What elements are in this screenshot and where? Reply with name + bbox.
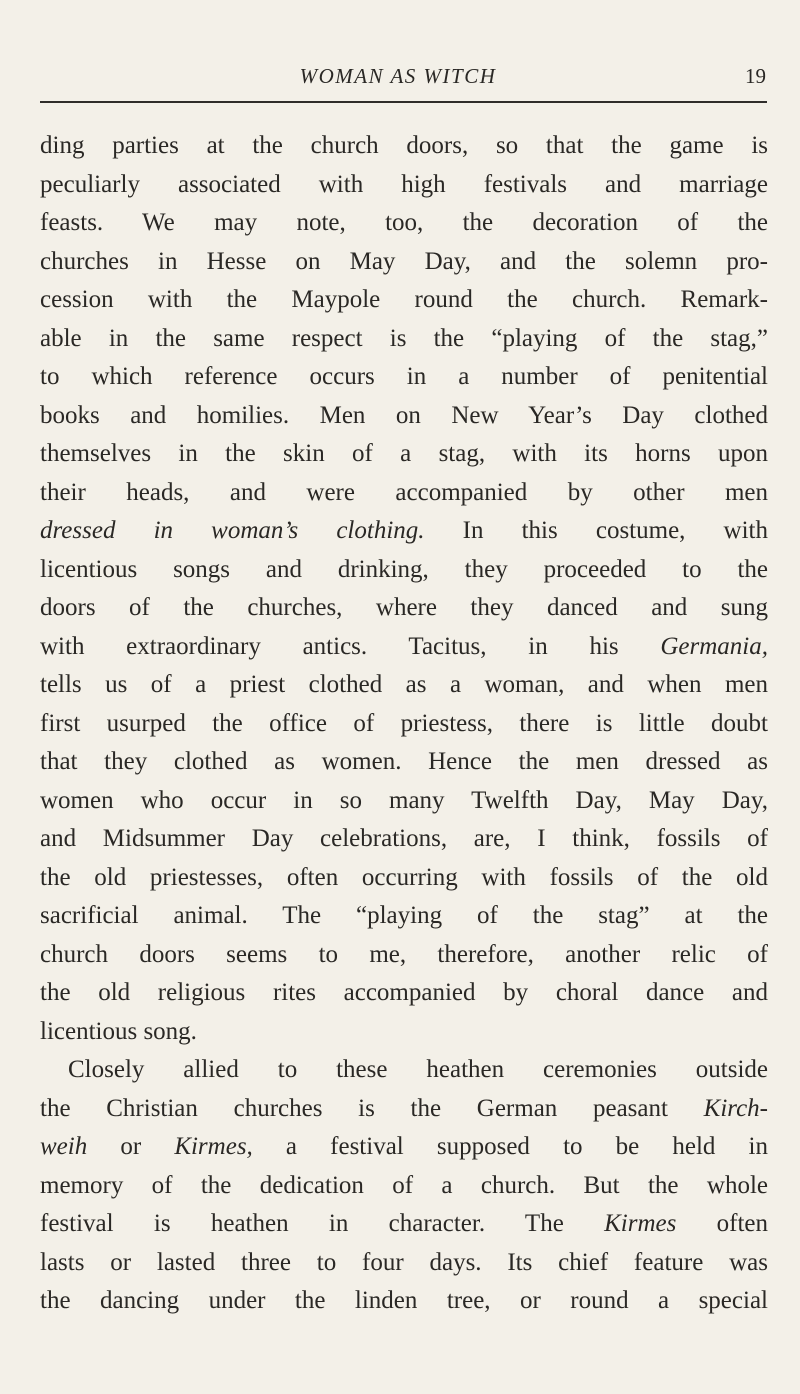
body-text	[40, 127, 768, 1321]
text-line: the dancing under the linden tree, or round a special	[40, 1287, 768, 1314]
italic-phrase: Kirch-	[703, 1094, 768, 1122]
text-line: memory of the dedication of a church. But the whole	[40, 1171, 768, 1199]
italic-phrase: Kirmes,	[174, 1133, 253, 1160]
text-run: In this costume, with	[424, 517, 768, 544]
text-line	[40, 1090, 768, 1129]
header-rule	[40, 101, 767, 103]
italic-phrase: Kirmes	[604, 1210, 677, 1237]
text-line: feasts. We may note, too, the decoration of the	[40, 209, 768, 236]
text-line: women who occur in so many Twelfth Day, May Day,	[40, 786, 768, 814]
text-line: doors of the churches, where they danced and sung	[40, 594, 768, 621]
text-line: lasts or lasted three to four days. Its chief feature was	[40, 1248, 768, 1276]
text-line: licentious song.	[40, 1017, 197, 1045]
italic-phrase: Germania,	[660, 632, 768, 660]
text-line: licentious songs and drinking, they proceeded to the	[40, 555, 768, 583]
text-line: the old priestesses, often occurring with fossils of the old	[40, 863, 768, 891]
text-run: often	[676, 1210, 768, 1237]
text-run: the Christian churches is the German peasant	[40, 1094, 704, 1122]
text-line: peculiarly associated with high festivals and marriage	[40, 170, 768, 198]
text-line: books and homilies. Men on New Year’s Day clothed	[40, 401, 768, 429]
text-line: tells us of a priest clothed as a woman, and when men	[40, 671, 768, 698]
text-line	[40, 512, 768, 551]
text-run: with extraordinary antics. Tacitus, in his	[40, 632, 661, 660]
text-line: that they clothed as women. Hence the men dressed as	[40, 748, 768, 775]
text-line: their heads, and were accompanied by other men	[40, 478, 768, 506]
text-line: sacrificial animal. The “playing of the stag” at the	[40, 902, 768, 929]
text-line: the old religious rites accompanied by choral dance and	[40, 979, 768, 1006]
text-line	[40, 1128, 768, 1167]
text-line: and Midsummer Day celebrations, are, I think, fossils of	[40, 825, 768, 852]
text-line: ding parties at the church doors, so that the game is	[40, 132, 768, 159]
italic-phrase: weih	[40, 1133, 88, 1160]
text-run: festival is heathen in character. The	[40, 1210, 605, 1237]
running-title: WOMAN AS WITCH	[299, 64, 497, 88]
page-number: 19	[745, 64, 766, 88]
text-line: church doors seems to me, therefore, another relic of	[40, 940, 768, 968]
text-line: able in the same respect is the “playing of the stag,”	[40, 324, 768, 352]
text-line: cession with the Maypole round the church. Remark-	[40, 286, 768, 313]
text-line: Closely allied to these heathen ceremonies outside	[68, 1056, 768, 1083]
text-run: or	[87, 1133, 175, 1160]
page-header	[30, 64, 766, 96]
text-line	[40, 1205, 768, 1244]
text-run: a festival supposed to be held in	[252, 1133, 768, 1160]
text-line	[40, 628, 768, 667]
text-line: churches in Hesse on May Day, and the solemn pro-	[40, 247, 768, 275]
text-line: first usurped the office of priestess, there is little doubt	[40, 709, 768, 737]
italic-phrase: dressed in woman’s clothing.	[40, 517, 425, 544]
text-line: to which reference occurs in a number of penitential	[40, 363, 768, 390]
text-line: themselves in the skin of a stag, with its horns upon	[40, 440, 768, 467]
